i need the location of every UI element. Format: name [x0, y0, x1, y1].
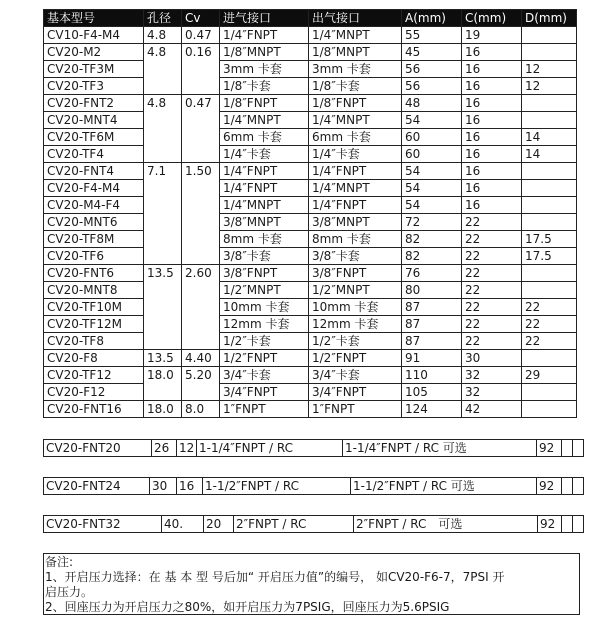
cv-cell: 0.47	[182, 95, 220, 163]
a-cell: 87	[402, 333, 462, 350]
table-row	[44, 231, 577, 248]
c-cell: 16	[462, 146, 522, 163]
d-cell	[522, 163, 577, 180]
cv-cell: 0.47	[182, 27, 220, 44]
header-outlet: 出气接口	[309, 10, 402, 27]
outlet-cell: 6mm 卡套	[309, 129, 402, 146]
d-cell	[522, 197, 577, 214]
extra-bore: 40.	[162, 516, 204, 533]
notes-title: 备注:	[45, 555, 74, 569]
d-cell: 14	[522, 129, 577, 146]
d-cell	[522, 112, 577, 129]
notes-box	[43, 553, 580, 615]
a-cell: 82	[402, 248, 462, 265]
outlet-cell: 1/4″MNPT	[309, 27, 402, 44]
a-cell: 48	[402, 95, 462, 112]
c-cell: 42	[462, 401, 522, 418]
table-row	[44, 299, 577, 316]
bore-cell: 13.5	[144, 265, 182, 350]
table-row	[44, 180, 577, 197]
d-cell: 14	[522, 146, 577, 163]
extra-inlet: 1-1/4″FNPT / RC	[197, 440, 343, 457]
c-cell: 22	[462, 248, 522, 265]
table-row	[44, 61, 577, 78]
table-row	[44, 197, 577, 214]
extra-cv: 12	[177, 440, 197, 457]
header-model: 基本型号	[44, 10, 144, 27]
extra-empty	[562, 440, 573, 457]
c-cell: 22	[462, 333, 522, 350]
a-cell: 45	[402, 44, 462, 61]
d-cell	[522, 265, 577, 282]
outlet-cell: 3mm 卡套	[309, 61, 402, 78]
header-a: A(mm)	[402, 10, 462, 27]
extra-a: 92	[537, 440, 562, 457]
a-cell: 54	[402, 197, 462, 214]
inlet-cell: 1/2″卡套	[220, 333, 309, 350]
c-cell: 16	[462, 112, 522, 129]
outlet-cell: 1/4″卡套	[309, 146, 402, 163]
outlet-cell: 1/8″FNPT	[309, 95, 402, 112]
inlet-cell: 1/8″MNPT	[220, 44, 309, 61]
c-cell: 22	[462, 299, 522, 316]
extra-empty	[562, 516, 573, 533]
table-row	[44, 163, 577, 180]
d-cell	[522, 27, 577, 44]
extra-inlet: 1-1/2″FNPT / RC	[203, 478, 351, 495]
extra-empty	[573, 478, 584, 495]
outlet-cell: 3/8″MNPT	[309, 214, 402, 231]
extra-model: CV20-FNT32	[44, 516, 162, 533]
model-cell: CV20-TF6	[44, 248, 144, 265]
extra-model: CV20-FNT20	[44, 440, 152, 457]
outlet-cell: 3/4″卡套	[309, 367, 402, 384]
table-row	[44, 95, 577, 112]
table-row	[44, 265, 577, 282]
outlet-cell: 1/4″FNPT	[309, 163, 402, 180]
d-cell	[522, 95, 577, 112]
bore-cell: 4.8	[144, 44, 182, 95]
model-cell: CV20-TF8M	[44, 231, 144, 248]
cv-cell: 8.0	[182, 401, 220, 418]
c-cell: 16	[462, 61, 522, 78]
table-row	[44, 44, 577, 61]
notes-line-2: 2、回座压力为开启压力之80%，如开启压力为7PSIG，回座压力为5.6PSIG	[45, 600, 450, 614]
table-row	[44, 146, 577, 163]
table-row	[44, 112, 577, 129]
c-cell: 16	[462, 197, 522, 214]
c-cell: 19	[462, 27, 522, 44]
outlet-cell: 1/8″卡套	[309, 78, 402, 95]
a-cell: 91	[402, 350, 462, 367]
model-cell: CV20-TF3	[44, 78, 144, 95]
a-cell: 56	[402, 61, 462, 78]
notes-line-1-cont: 启压力。	[45, 585, 94, 599]
extra-model: CV20-FNT24	[44, 478, 150, 495]
bore-cell: 7.1	[144, 163, 182, 265]
inlet-cell: 1/2″MNPT	[220, 282, 309, 299]
outlet-cell: 3/8″FNPT	[309, 265, 402, 282]
outlet-cell: 1/2″MNPT	[309, 282, 402, 299]
cv-cell: 2.60	[182, 265, 220, 350]
cv-cell: 0.16	[182, 44, 220, 95]
a-cell: 54	[402, 163, 462, 180]
model-cell: CV20-TF3M	[44, 61, 144, 78]
d-cell: 12	[522, 61, 577, 78]
model-cell: CV20-FNT16	[44, 401, 144, 418]
c-cell: 16	[462, 78, 522, 95]
outlet-cell: 12mm 卡套	[309, 316, 402, 333]
c-cell: 22	[462, 316, 522, 333]
inlet-cell: 1/4″FNPT	[220, 27, 309, 44]
inlet-cell: 1/2″FNPT	[220, 350, 309, 367]
c-cell: 16	[462, 44, 522, 61]
d-cell: 12	[522, 78, 577, 95]
a-cell: 76	[402, 265, 462, 282]
a-cell: 105	[402, 384, 462, 401]
outlet-cell: 1/4″MNPT	[309, 180, 402, 197]
d-cell: 22	[522, 299, 577, 316]
extra-row-fnt24	[43, 477, 584, 495]
c-cell: 16	[462, 163, 522, 180]
header-cv: Cv	[182, 10, 220, 27]
outlet-cell: 3/8″卡套	[309, 248, 402, 265]
table-row	[44, 78, 577, 95]
model-cell: CV20-F4-M4	[44, 180, 144, 197]
outlet-cell: 1/2″FNPT	[309, 350, 402, 367]
a-cell: 124	[402, 401, 462, 418]
d-cell	[522, 180, 577, 197]
table-row	[44, 282, 577, 299]
inlet-cell: 3mm 卡套	[220, 61, 309, 78]
a-cell: 55	[402, 27, 462, 44]
a-cell: 87	[402, 316, 462, 333]
extra-inlet: 2″FNPT / RC	[234, 516, 354, 533]
c-cell: 16	[462, 180, 522, 197]
header-row	[44, 10, 577, 27]
table-row	[44, 214, 577, 231]
d-cell	[522, 384, 577, 401]
model-cell: CV20-MNT8	[44, 282, 144, 299]
inlet-cell: 1/4″FNPT	[220, 163, 309, 180]
extra-bore: 30	[150, 478, 177, 495]
a-cell: 60	[402, 146, 462, 163]
header-d: D(mm)	[522, 10, 577, 27]
table-row	[44, 316, 577, 333]
a-cell: 87	[402, 299, 462, 316]
d-cell: 17.5	[522, 248, 577, 265]
a-cell: 72	[402, 214, 462, 231]
inlet-cell: 1/8″FNPT	[220, 95, 309, 112]
model-cell: CV20-F8	[44, 350, 144, 367]
extra-empty	[573, 516, 584, 533]
header-c: C(mm)	[462, 10, 522, 27]
table-row	[44, 384, 577, 401]
bore-cell: 18.0	[144, 401, 182, 418]
table-row	[44, 27, 577, 44]
extra-cv: 16	[177, 478, 203, 495]
a-cell: 54	[402, 180, 462, 197]
model-cell: CV20-TF6M	[44, 129, 144, 146]
a-cell: 54	[402, 112, 462, 129]
inlet-cell: 6mm 卡套	[220, 129, 309, 146]
model-cell: CV10-F4-M4	[44, 27, 144, 44]
outlet-cell: 1/4″FNPT	[309, 197, 402, 214]
inlet-cell: 3/4″FNPT	[220, 384, 309, 401]
extra-row-fnt32	[43, 515, 584, 533]
table-row	[44, 401, 577, 418]
a-cell: 60	[402, 129, 462, 146]
model-cell: CV20-MNT4	[44, 112, 144, 129]
a-cell: 110	[402, 367, 462, 384]
inlet-cell: 3/8″MNPT	[220, 214, 309, 231]
cv-cell: 4.40	[182, 350, 220, 367]
spec-table	[43, 9, 577, 418]
table-row	[44, 248, 577, 265]
model-cell: CV20-TF10M	[44, 299, 144, 316]
c-cell: 16	[462, 95, 522, 112]
outlet-cell: 1/4″MNPT	[309, 112, 402, 129]
inlet-cell: 8mm 卡套	[220, 231, 309, 248]
c-cell: 16	[462, 129, 522, 146]
model-cell: CV20-TF8	[44, 333, 144, 350]
inlet-cell: 10mm 卡套	[220, 299, 309, 316]
table-row	[44, 367, 577, 384]
a-cell: 56	[402, 78, 462, 95]
header-inlet: 进气接口	[220, 10, 309, 27]
extra-empty	[562, 478, 573, 495]
model-cell: CV20-FNT6	[44, 265, 144, 282]
inlet-cell: 3/8″卡套	[220, 248, 309, 265]
d-cell: 22	[522, 316, 577, 333]
model-cell: CV20-TF12	[44, 367, 144, 384]
extra-empty	[573, 440, 584, 457]
table-row	[44, 333, 577, 350]
table-row	[44, 129, 577, 146]
a-cell: 80	[402, 282, 462, 299]
d-cell: 29	[522, 367, 577, 384]
outlet-cell: 10mm 卡套	[309, 299, 402, 316]
extra-a: 92	[537, 478, 562, 495]
model-cell: CV20-F12	[44, 384, 144, 401]
c-cell: 22	[462, 265, 522, 282]
c-cell: 22	[462, 214, 522, 231]
outlet-cell: 8mm 卡套	[309, 231, 402, 248]
header-bore: 孔径	[144, 10, 182, 27]
bore-cell: 4.8	[144, 27, 182, 44]
d-cell	[522, 214, 577, 231]
extra-cv: 20	[204, 516, 234, 533]
model-cell: CV20-FNT4	[44, 163, 144, 180]
d-cell	[522, 401, 577, 418]
inlet-cell: 12mm 卡套	[220, 316, 309, 333]
d-cell: 17.5	[522, 231, 577, 248]
inlet-cell: 1/8″卡套	[220, 78, 309, 95]
extra-a: 92	[538, 516, 562, 533]
inlet-cell: 1/4″FNPT	[220, 180, 309, 197]
inlet-cell: 3/8″FNPT	[220, 265, 309, 282]
model-cell: CV20-MNT6	[44, 214, 144, 231]
outlet-cell: 1/2″卡套	[309, 333, 402, 350]
outlet-cell: 1″FNPT	[309, 401, 402, 418]
d-cell	[522, 44, 577, 61]
bore-cell: 18.0	[144, 367, 182, 401]
extra-outlet: 1-1/4″FNPT / RC 可选	[343, 440, 537, 457]
notes-line-1: 1、开启压力选择：在 基 本 型 号后加“ 开启压力值”的编号， 如CV20-F6-7，7PSI 开	[45, 570, 505, 584]
c-cell: 32	[462, 384, 522, 401]
extra-outlet: 2″FNPT / RC 可选	[354, 516, 538, 533]
model-cell: CV20-FNT2	[44, 95, 144, 112]
c-cell: 30	[462, 350, 522, 367]
d-cell	[522, 282, 577, 299]
inlet-cell: 1″FNPT	[220, 401, 309, 418]
c-cell: 32	[462, 367, 522, 384]
extra-row-fnt20	[43, 439, 584, 457]
d-cell: 22	[522, 333, 577, 350]
table-row	[44, 350, 577, 367]
spec-table-body	[44, 27, 577, 418]
model-cell: CV20-M2	[44, 44, 144, 61]
model-cell: CV20-TF4	[44, 146, 144, 163]
bore-cell: 4.8	[144, 95, 182, 163]
c-cell: 22	[462, 282, 522, 299]
inlet-cell: 3/4″卡套	[220, 367, 309, 384]
a-cell: 82	[402, 231, 462, 248]
extra-bore: 26	[152, 440, 177, 457]
outlet-cell: 3/4″FNPT	[309, 384, 402, 401]
inlet-cell: 1/4″MNPT	[220, 197, 309, 214]
inlet-cell: 1/4″MNPT	[220, 112, 309, 129]
c-cell: 22	[462, 231, 522, 248]
inlet-cell: 1/4″卡套	[220, 146, 309, 163]
bore-cell: 13.5	[144, 350, 182, 367]
cv-cell: 1.50	[182, 163, 220, 265]
cv-cell: 5.20	[182, 367, 220, 401]
model-cell: CV20-M4-F4	[44, 197, 144, 214]
model-cell: CV20-TF12M	[44, 316, 144, 333]
outlet-cell: 1/8″MNPT	[309, 44, 402, 61]
d-cell	[522, 350, 577, 367]
extra-outlet: 1-1/2″FNPT / RC 可选	[351, 478, 537, 495]
